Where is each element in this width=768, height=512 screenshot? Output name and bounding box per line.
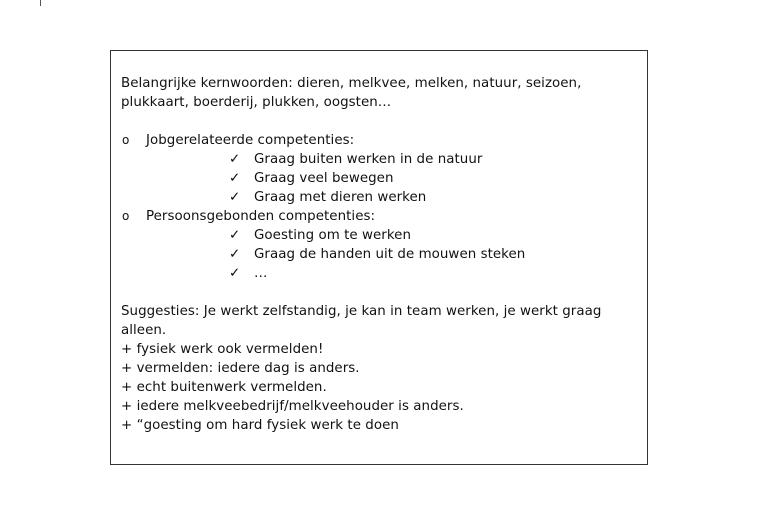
- check-list-item: [121, 188, 637, 207]
- check-list-item: [121, 264, 637, 283]
- check-item-text: Graag veel bewegen: [254, 171, 394, 186]
- section-heading-personal: [121, 207, 637, 226]
- crop-mark: [40, 0, 41, 6]
- check-list-item: [121, 150, 637, 169]
- checkmark-icon: ✓: [229, 266, 241, 281]
- section-heading-job: [121, 131, 637, 150]
- suggestions-paragraph: Suggesties: Je werkt zelfstandig, je kan in team werken, je werkt graag alleen.: [121, 304, 602, 338]
- check-item-text: Graag de handen uit de mouwen steken: [254, 247, 526, 262]
- circle-bullet-icon: o: [122, 133, 130, 147]
- section-title: Jobgerelateerde competenties:: [146, 133, 355, 148]
- spacer: [121, 112, 637, 131]
- check-item-text: Graag buiten werken in de natuur: [254, 152, 483, 167]
- note-line: + echt buitenwerk vermelden.: [121, 380, 327, 395]
- spacer: [121, 283, 637, 302]
- checkmark-icon: ✓: [229, 228, 241, 243]
- checkmark-icon: ✓: [229, 190, 241, 205]
- check-item-text: Goesting om te werken: [254, 228, 411, 243]
- note-line: + vermelden: iedere dag is anders.: [121, 361, 360, 376]
- check-list-item: [121, 226, 637, 245]
- check-item-text: Graag met dieren werken: [254, 190, 427, 205]
- section-title: Persoonsgebonden competenties:: [146, 209, 376, 224]
- checkmark-icon: ✓: [229, 152, 241, 167]
- circle-bullet-icon: o: [122, 209, 130, 223]
- check-list-item: [121, 245, 637, 264]
- checkmark-icon: ✓: [229, 247, 241, 262]
- note-line: + iedere melkveebedrijf/melkveehouder is anders.: [121, 399, 464, 414]
- check-list-item: [121, 169, 637, 188]
- keywords-paragraph: Belangrijke kernwoorden: dieren, melkvee, melken, natuur, seizoen, plukkaart, boerderij, plukken, oogsten…: [121, 76, 582, 110]
- note-line: + “goesting om hard fysiek werk te doen: [121, 418, 399, 433]
- note-line: + fysiek werk ook vermelden!: [121, 342, 324, 357]
- text-box: [110, 50, 648, 465]
- checkmark-icon: ✓: [229, 171, 241, 186]
- check-item-text: …: [254, 266, 268, 281]
